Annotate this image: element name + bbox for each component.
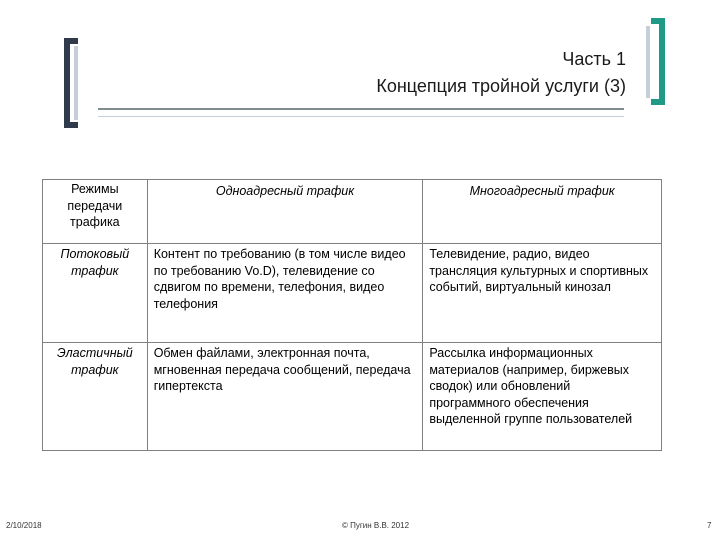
table-row xyxy=(43,244,662,343)
title-line-1: Часть 1 xyxy=(562,49,626,69)
cell-streaming-multicast: Телевидение, радио, видео трансляция культурных и спортивных событий, виртуальный кинозал xyxy=(423,244,662,343)
cell-elastic-multicast: Рассылка информационных материалов (например, биржевых сводок) или обновлений программного обеспечения выделенной группе пользователей xyxy=(423,343,662,451)
slide-title xyxy=(376,46,626,100)
table-header-row xyxy=(43,180,662,244)
right-bracket-shadow-decoration xyxy=(640,26,650,98)
left-bracket-shadow-decoration xyxy=(74,46,84,120)
title-line-2: Концепция тройной услуги (3) xyxy=(376,76,626,96)
table-row xyxy=(43,343,662,451)
footer-copyright: © Пугин В.В. 2012 xyxy=(342,521,410,530)
right-bracket-decoration xyxy=(651,18,665,105)
traffic-table xyxy=(42,179,662,451)
row-label-streaming: Потоковый трафик xyxy=(43,244,148,343)
header-unicast: Одноадресный трафик xyxy=(147,180,423,244)
cell-elastic-unicast: Обмен файлами, электронная почта, мгновенная передача сообщений, передача гипертекста xyxy=(147,343,423,451)
header-multicast: Многоадресный трафик xyxy=(423,180,662,244)
footer-page-number: 7 xyxy=(707,521,712,530)
title-underline xyxy=(98,108,624,110)
cell-streaming-unicast: Контент по требованию (в том числе видео по требованию Vo.D), телевидение со сдвигом по времени, телефония, видео телефония xyxy=(147,244,423,343)
title-underline-light xyxy=(98,116,624,117)
row-label-elastic: Эластичный трафик xyxy=(43,343,148,451)
header-mode: Режимы передачи трафика xyxy=(43,180,148,244)
footer-date: 2/10/2018 xyxy=(6,521,42,530)
